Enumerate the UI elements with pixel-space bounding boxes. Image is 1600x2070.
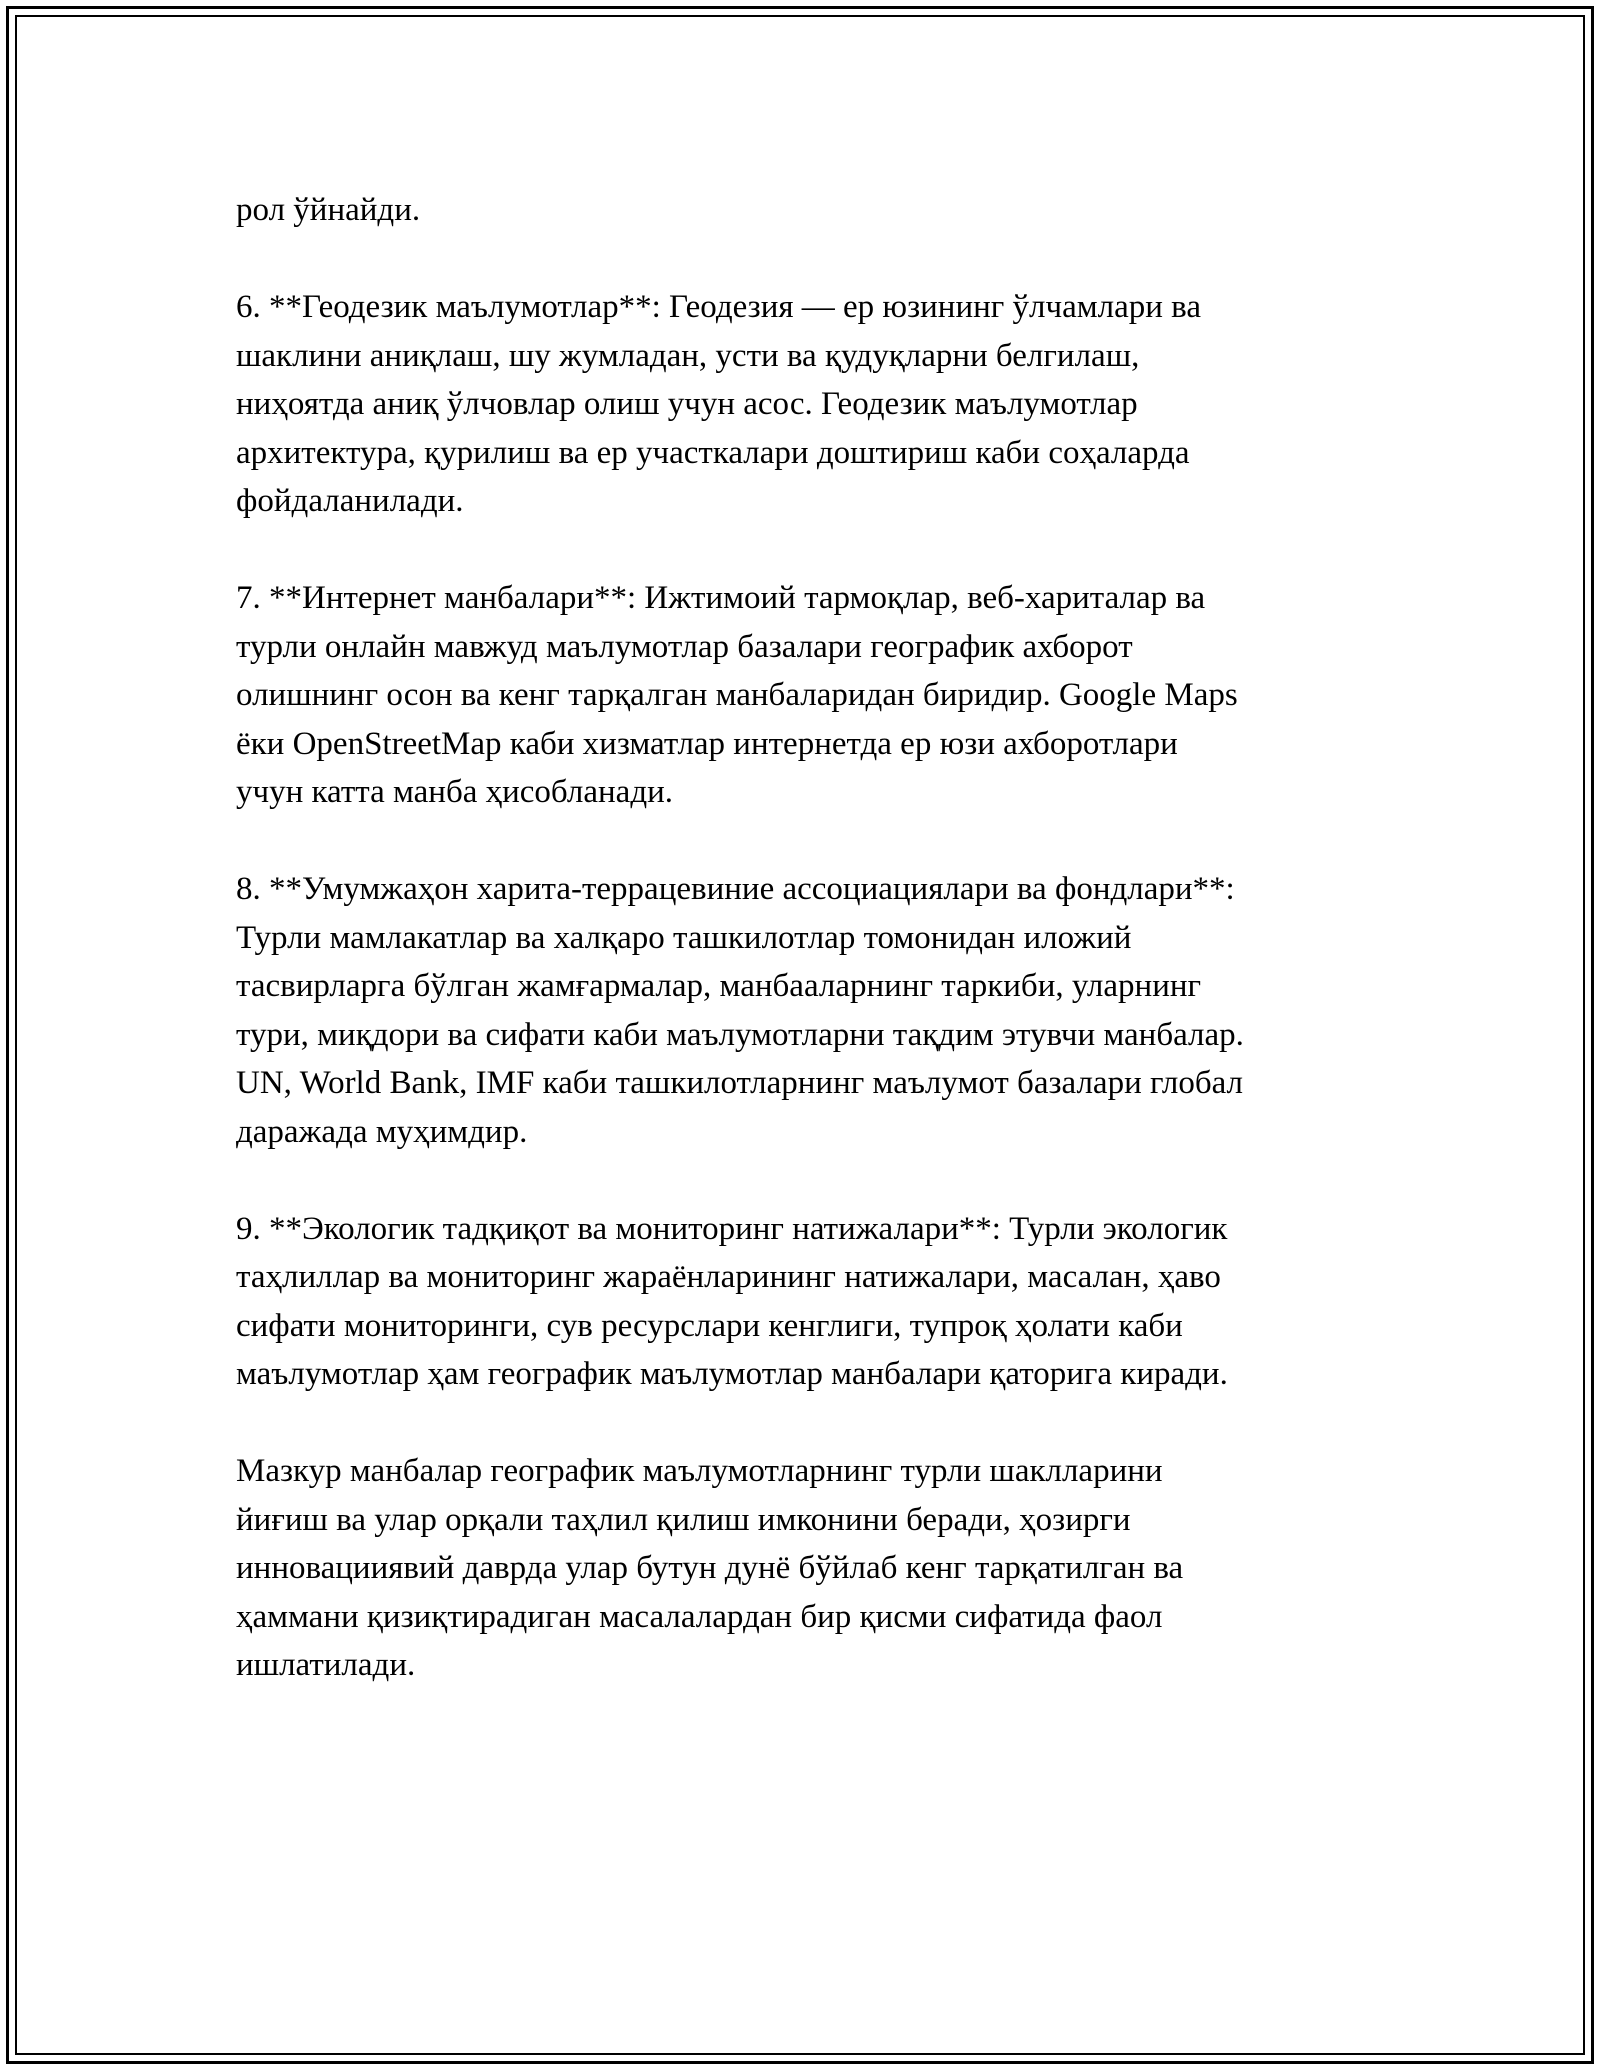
text-line: Мазкур манбалар географик маълумотларнинг турли шаклларини <box>236 1453 1163 1489</box>
text-line: рол ўйнайди. <box>236 192 421 228</box>
document-body <box>236 186 1406 1738</box>
list-item-internet-sources <box>236 574 1406 817</box>
text-line: инновацииявий даврда улар бутун дунё бўйлаб кенг тарқатилган ва <box>236 1550 1184 1586</box>
text-line: архитектура, қурилиш ва ер участкалари доштириш каби соҳаларда <box>236 434 1190 471</box>
text-line: шаклини аниқлаш, шу жумладан, усти ва қудуқларни белгилаш, <box>236 337 1140 374</box>
text-line: маълумотлар ҳам географик маълумотлар манбалари қаторига киради. <box>236 1356 1228 1392</box>
text-line: 6. **Геодезик маълумотлар**: Геодезия — ер юзининг ўлчамлари ва <box>236 289 1201 325</box>
text-line: ёки OpenStreetMap каби хизматлар интернетда ер юзи ахборотлари <box>236 725 1178 762</box>
text-line: 9. **Экологик тадқиқот ва мониторинг натижалари**: Турли экологик <box>236 1210 1228 1247</box>
paragraph-continuation <box>236 186 1406 235</box>
text-line: 7. **Интернет манбалари**: Ижтимоий тармоқлар, веб-хариталар ва <box>236 580 1206 616</box>
text-line: ҳаммани қизиқтирадиган масалалардан бир қисми сифатида фаол <box>236 1598 1163 1635</box>
text-line: тасвирларга бўлган жамғармалар, манбааларнинг таркиби, уларнинг <box>236 968 1202 1004</box>
text-line: учун катта манба ҳисобланади. <box>236 774 674 810</box>
list-item-geodetic-data <box>236 283 1406 526</box>
text-line: ишлатилади. <box>236 1647 416 1683</box>
text-line: таҳлиллар ва мониторинг жараёнларининг натижалари, масалан, ҳаво <box>236 1259 1221 1295</box>
text-line: тури, миқдори ва сифати каби маълумотларни тақдим этувчи манбалар. <box>236 1016 1244 1053</box>
text-line: UN, World Bank, IMF каби ташкилотларнинг маълумот базалари глобал <box>236 1065 1244 1101</box>
list-item-ecological-research <box>236 1205 1406 1399</box>
paragraph-conclusion <box>236 1447 1406 1690</box>
text-line: ниҳоятда аниқ ўлчовлар олиш учун асос. Геодезик маълумотлар <box>236 386 1138 422</box>
text-line: сифати мониторинги, сув ресурслари кенглиги, тупроқ ҳолати каби <box>236 1307 1183 1344</box>
text-line: йиғиш ва улар орқали таҳлил қилиш имконини беради, ҳозирги <box>236 1501 1131 1538</box>
text-line: фойдаланилади. <box>236 483 464 519</box>
text-line: турли онлайн мавжуд маълумотлар базалари географик ахборот <box>236 628 1133 665</box>
text-line: даражада муҳимдир. <box>236 1113 528 1150</box>
list-item-world-associations <box>236 865 1406 1156</box>
text-line: 8. **Умумжаҳон харита-террацевиние ассоциациялари ва фондлари**: <box>236 871 1235 907</box>
text-line: Турли мамлакатлар ва халқаро ташкилотлар томонидан иложий <box>236 919 1132 956</box>
text-line: олишнинг осон ва кенг тарқалган манбаларидан биридир. Google Maps <box>236 677 1238 713</box>
